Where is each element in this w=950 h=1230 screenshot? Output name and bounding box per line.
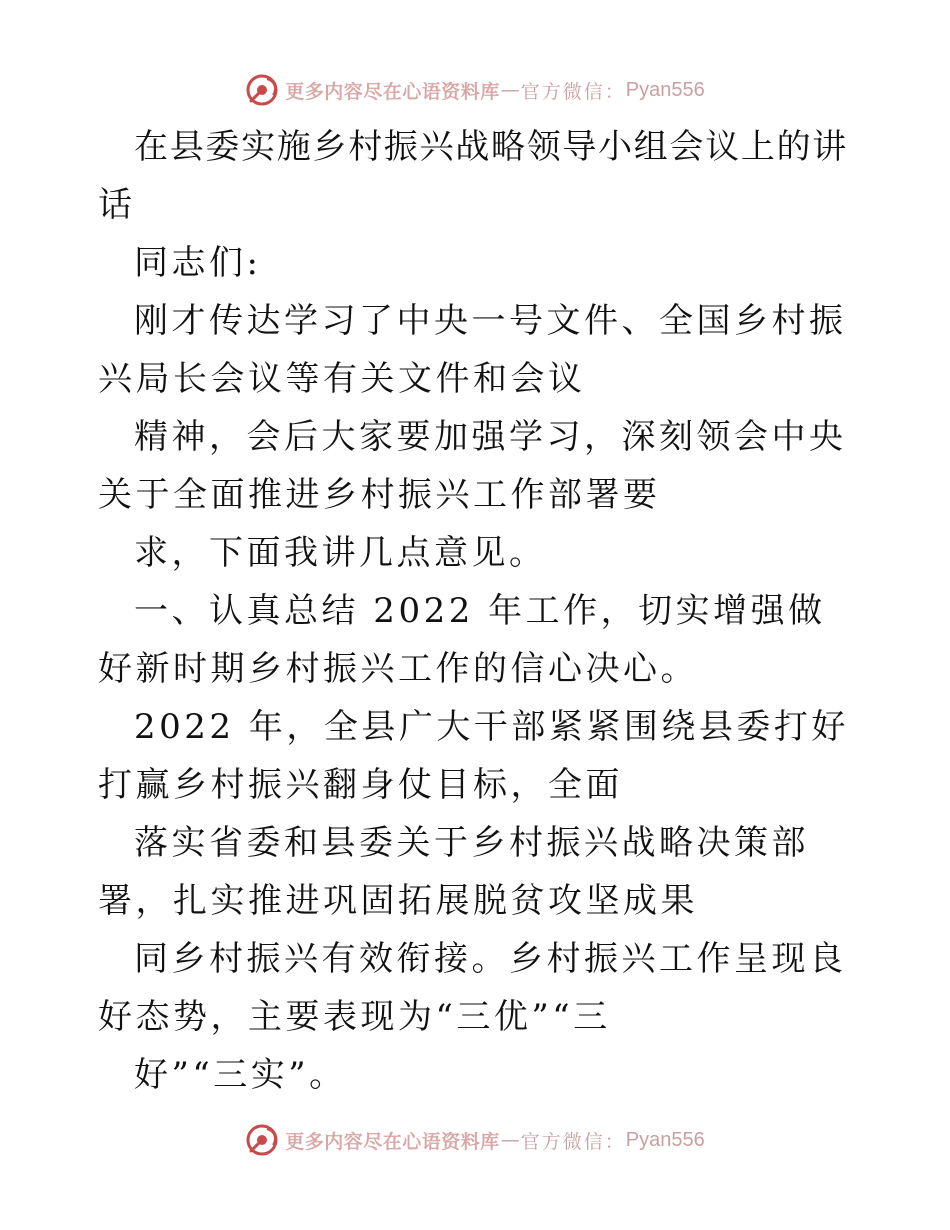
watermark-banner-bottom [0, 1120, 950, 1160]
document-salutation: 同志们: [134, 243, 262, 283]
watermark-separator: — [500, 79, 520, 101]
watermark-account: 官方微信： [520, 80, 626, 103]
brand-logo-icon [245, 1123, 279, 1157]
document-body [98, 118, 858, 1104]
paragraph: 2022 年，全县广大干部紧紧围绕县委打好打赢乡村振兴翻身仗目标，全面 [98, 707, 849, 805]
watermark-label: 更多内容尽在心语资料库 [285, 1130, 500, 1153]
watermark-account: 官方微信： [520, 1130, 626, 1153]
watermark-label: 更多内容尽在心语资料库 [285, 80, 500, 103]
watermark-banner-top [0, 70, 950, 110]
paragraph: 求，下面我讲几点意见。 [134, 533, 547, 573]
document-title: 在县委实施乡村振兴战略领导小组会议上的讲话 [98, 127, 848, 225]
brand-logo-icon [245, 73, 279, 107]
watermark-separator: — [500, 1129, 520, 1151]
paragraph: 同乡村振兴有效衔接。乡村振兴工作呈现良好态势，主要表现为“三优”“三 [98, 939, 847, 1037]
paragraph: 落实省委和县委关于乡村振兴战略决策部署，扎实推进巩固拓展脱贫攻坚成果 [98, 823, 809, 921]
paragraph: 精神，会后大家要加强学习，深刻领会中央关于全面推进乡村振兴工作部署要 [98, 417, 847, 515]
paragraph: 好”“三实”。 [134, 1055, 347, 1095]
paragraph: 一、认真总结 2022 年工作，切实增强做好新时期乡村振兴工作的信心决心。 [98, 591, 826, 689]
watermark-handle: Pyan556 [625, 1128, 705, 1151]
paragraph: 刚才传达学习了中央一号文件、全国乡村振兴局长会议等有关文件和会议 [98, 301, 847, 399]
watermark-handle: Pyan556 [625, 78, 705, 101]
